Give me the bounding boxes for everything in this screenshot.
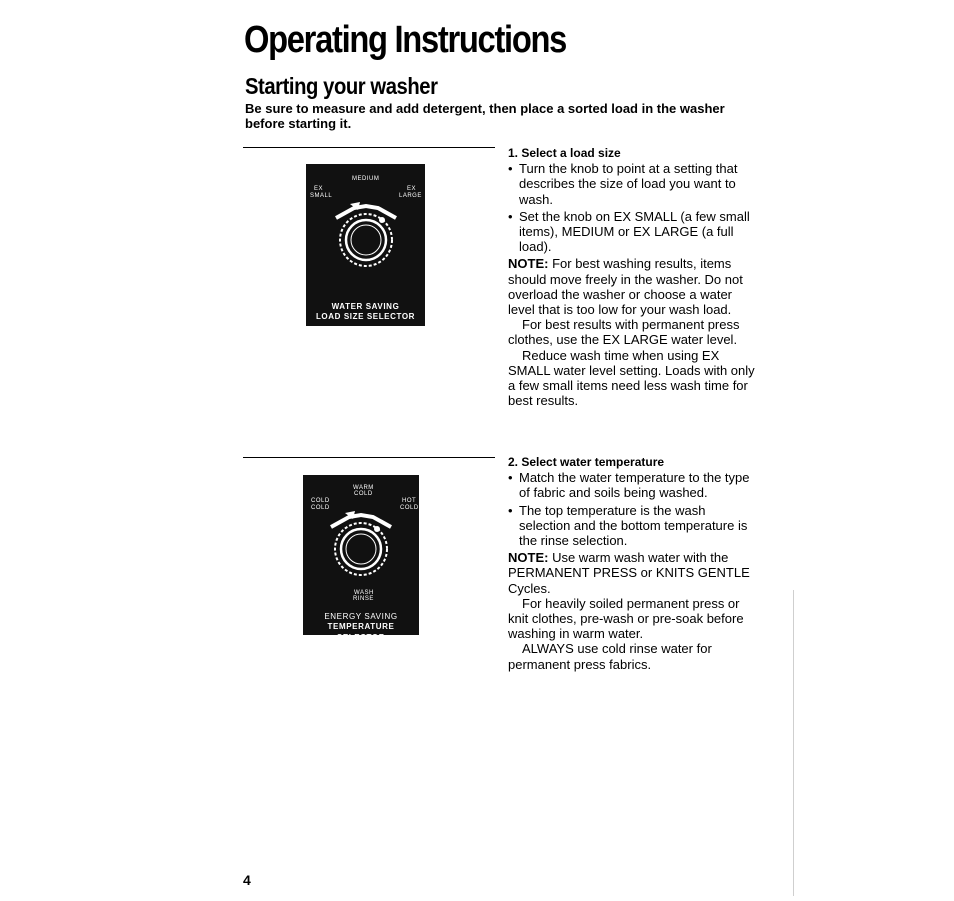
- dial-label-warm: WARM: [353, 485, 374, 491]
- step-1-paragraph-2: Reduce wash time when using EX SMALL water level setting. Loads with only a few small items need less wash time for best results.: [508, 347, 755, 409]
- dial-label-wash: WASH: [354, 590, 374, 596]
- step-2-section: [508, 455, 758, 672]
- dial-label-ex-small-1: EX: [314, 186, 324, 192]
- temperature-selector-caption-1: ENERGY SAVING: [324, 612, 398, 621]
- dial-label-medium: MEDIUM: [352, 176, 380, 182]
- dial-label-hot-cold: COLD: [400, 505, 419, 511]
- intro-text: Be sure to measure and add detergent, then place a sorted load in the washer before starting it.: [245, 101, 725, 131]
- load-selector-caption-1: WATER SAVING: [331, 302, 400, 311]
- step-2-note: NOTE: Use warm wash water with the PERMANENT PRESS or KNITS GENTLE Cycles.: [508, 550, 750, 596]
- dial-label-rinse: RINSE: [353, 596, 374, 602]
- temperature-selector-caption-2: TEMPERATURE SELECTOR: [327, 622, 395, 642]
- temperature-selector-panel: [303, 475, 419, 642]
- temperature-knob-icon: [323, 503, 399, 583]
- step-1-note: NOTE: For best washing results, items should move freely in the washer. Do not overload the washer or choose a water level that is too low for your wash load.: [508, 256, 743, 318]
- page-title: Operating Instructions: [244, 19, 567, 61]
- dial-label-cold-1: COLD: [311, 498, 330, 504]
- list-item: • Set the knob on EX SMALL (a few small items), MEDIUM or EX LARGE (a full load).: [508, 208, 750, 255]
- divider-middle: [243, 457, 495, 458]
- divider-top: [243, 147, 495, 148]
- dial-label-ex-small-2: SMALL: [310, 193, 333, 199]
- step-2-heading: 2. Select water temperature: [508, 455, 665, 469]
- bullet-icon: •: [508, 470, 513, 486]
- bullet-icon: •: [508, 502, 513, 518]
- load-size-selector-panel: [306, 164, 425, 326]
- bullet-icon: •: [508, 161, 513, 177]
- page-number: 4: [243, 872, 251, 888]
- dial-label-ex-large-1: EX: [407, 186, 417, 192]
- scan-edge-line: [793, 590, 794, 896]
- dial-label-warm-cold: COLD: [354, 491, 373, 497]
- list-item: • The top temperature is the wash selection and the bottom temperature is the rinse selection.: [508, 502, 748, 549]
- list-item: • Match the water temperature to the type of fabric and soils being washed.: [508, 470, 750, 501]
- bullet-icon: •: [508, 208, 513, 224]
- step-1-paragraph-1: For best results with permanent press clothes, use the EX LARGE water level.: [508, 317, 740, 348]
- step-1-section: [508, 146, 758, 408]
- load-selector-caption-2: LOAD SIZE SELECTOR: [315, 312, 416, 321]
- dial-label-cold-2: COLD: [311, 505, 330, 511]
- section-title: Starting your washer: [245, 73, 438, 99]
- list-item: • Turn the knob to point at a setting that describes the size of load you want to wash.: [508, 161, 738, 207]
- step-2-paragraph-2: ALWAYS use cold rinse water for permanent press fabrics.: [508, 641, 712, 672]
- step-2-paragraph-1: For heavily soiled permanent press or knit clothes, pre-wash or pre-soak before washing in warm water.: [508, 595, 744, 642]
- dial-label-hot: HOT: [402, 498, 417, 504]
- dial-label-ex-large-2: LARGE: [399, 193, 422, 199]
- load-size-knob-icon: [328, 194, 404, 274]
- step-1-heading: 1. Select a load size: [508, 146, 621, 160]
